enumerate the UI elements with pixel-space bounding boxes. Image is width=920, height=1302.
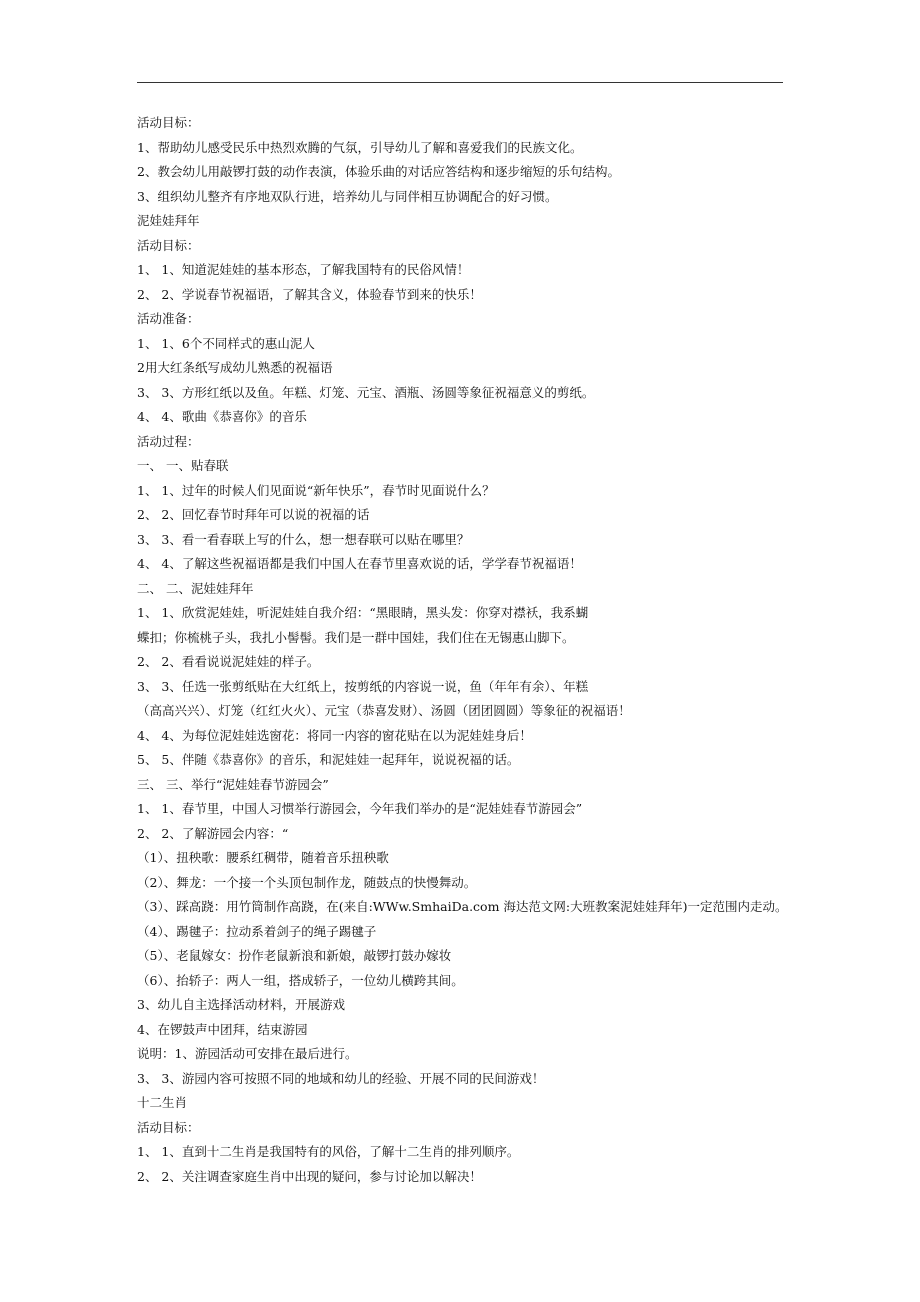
text-line: 2、 2、了解游园会内容：“ (137, 825, 289, 841)
text-line: 2、 2、关注调查家庭生肖中出现的疑问，参与讨论加以解决！ (137, 1168, 482, 1184)
text-line: 4、 4、歌曲《恭喜你》的音乐 (137, 409, 307, 424)
text-line: 活动准备： (137, 311, 200, 326)
text-line: 1、 1、直到十二生肖是我国特有的风俗，了解十二生肖的排列顺序。 (137, 1144, 520, 1159)
text-line: （1）、扭秧歌：腰系红稠带，随着音乐扭秧歌 (137, 850, 389, 865)
text-line: 3、 3、看一看春联上写的什么，想一想春联可以贴在哪里？ (137, 531, 470, 547)
text-line: 活动目标： (137, 1119, 200, 1135)
text-line: 活动目标： (137, 237, 200, 253)
text-line: 5、 5、伴随《恭喜你》的音乐，和泥娃娃一起拜年，说说祝福的话。 (137, 752, 520, 767)
text-line: （4）、踢毽子：拉动系着剑子的绳子踢毽子 (137, 923, 377, 939)
text-line: 2、 2、回忆春节时拜年可以说的祝福的话 (137, 507, 370, 522)
text-line: 一、 一、贴春联 (137, 458, 229, 473)
text-line: 1、 1、知道泥娃娃的基本形态，了解我国特有的民俗风情！ (137, 262, 470, 277)
text-line: 活动过程： (137, 433, 200, 449)
header-rule (137, 82, 783, 83)
text-line: 4、 4、为每位泥娃娃选窗花：将同一内容的窗花贴在以为泥娃娃身后！ (137, 727, 532, 743)
text-line: （5）、老鼠嫁女：扮作老鼠新浪和新娘，敲锣打鼓办嫁妆 (137, 948, 452, 963)
text-line: 二、 二、泥娃娃拜年 (137, 580, 254, 596)
text-line: 说明：1、游园活动可安排在最后进行。 (137, 1046, 358, 1061)
text-line: （高高兴兴）、灯笼（红红火火）、元宝（恭喜发财）、汤圆（团团圆圆）等象征的祝福语！ (137, 703, 631, 718)
text-line: （3）、踩高跷：用竹筒制作高跷，在(来自:WWw.SmhaiDa.com 海达范文网:大班教案泥娃娃拜年)一定范围内走动。 (137, 899, 788, 914)
text-line: 3、组织幼儿整齐有序地双队行进，培养幼儿与同伴相互协调配合的好习惯。 (137, 188, 558, 204)
text-line: 2、 2、看看说说泥娃娃的样子。 (137, 654, 320, 669)
text-line: 蝶扣；你梳桃子头，我扎小髻髻。我们是一群中国娃，我们住在无锡惠山脚下。 (137, 629, 575, 645)
text-line: 1、 1、春节里，中国人习惯举行游园会，今年我们举办的是“泥娃娃春节游园会” (137, 801, 583, 816)
text-line: 1、 1、过年的时候人们见面说“新年快乐”，春节时见面说什么？ (137, 482, 495, 498)
text-line: 4、在锣鼓声中团拜，结束游园 (137, 1021, 308, 1037)
text-line: 3、 3、游园内容可按照不同的地域和幼儿的经验、开展不同的民间游戏！ (137, 1070, 545, 1086)
section-title: 十二生肖 (137, 1095, 188, 1110)
text-line: 活动目标： (137, 115, 200, 130)
text-line: 4、 4、了解这些祝福语都是我们中国人在春节里喜欢说的话，学学春节祝福语！ (137, 556, 582, 571)
text-line: 3、幼儿自主选择活动材料，开展游戏 (137, 997, 345, 1012)
text-line: （6）、抬轿子：两人一组，搭成轿子，一位幼儿横跨其间。 (137, 972, 464, 988)
section-title: 泥娃娃拜年 (137, 213, 200, 228)
text-line: 3、 3、任选一张剪纸贴在大红纸上，按剪纸的内容说一说，鱼（年年有余）、年糕 (137, 678, 589, 694)
text-line: 1、 1、6个不同样式的惠山泥人 (137, 335, 315, 351)
text-line: 3、 3、方形红纸以及鱼。年糕、灯笼、元宝、酒瓶、汤圆等象征祝福意义的剪纸。 (137, 384, 595, 400)
text-line: 2用大红条纸写成幼儿熟悉的祝福语 (137, 360, 333, 375)
text-line: 三、 三、举行“泥娃娃春节游园会” (137, 776, 329, 792)
text-line: 1、 1、欣赏泥娃娃，听泥娃娃自我介绍：“黑眼睛，黑头发：你穿对襟袄，我系蝴 (137, 605, 589, 620)
text-line: 2、 2、学说春节祝福语，了解其含义，体验春节到来的快乐！ (137, 286, 482, 302)
text-line: （2）、舞龙：一个接一个头顶包制作龙，随鼓点的快慢舞动。 (137, 874, 477, 890)
text-line: 1、帮助幼儿感受民乐中热烈欢腾的气氛，引导幼儿了解和喜爱我们的民族文化。 (137, 139, 583, 155)
document-body (137, 111, 797, 1189)
text-line: 2、教会幼儿用敲锣打鼓的动作表演，体验乐曲的对话应答结构和逐步缩短的乐句结构。 (137, 164, 620, 179)
